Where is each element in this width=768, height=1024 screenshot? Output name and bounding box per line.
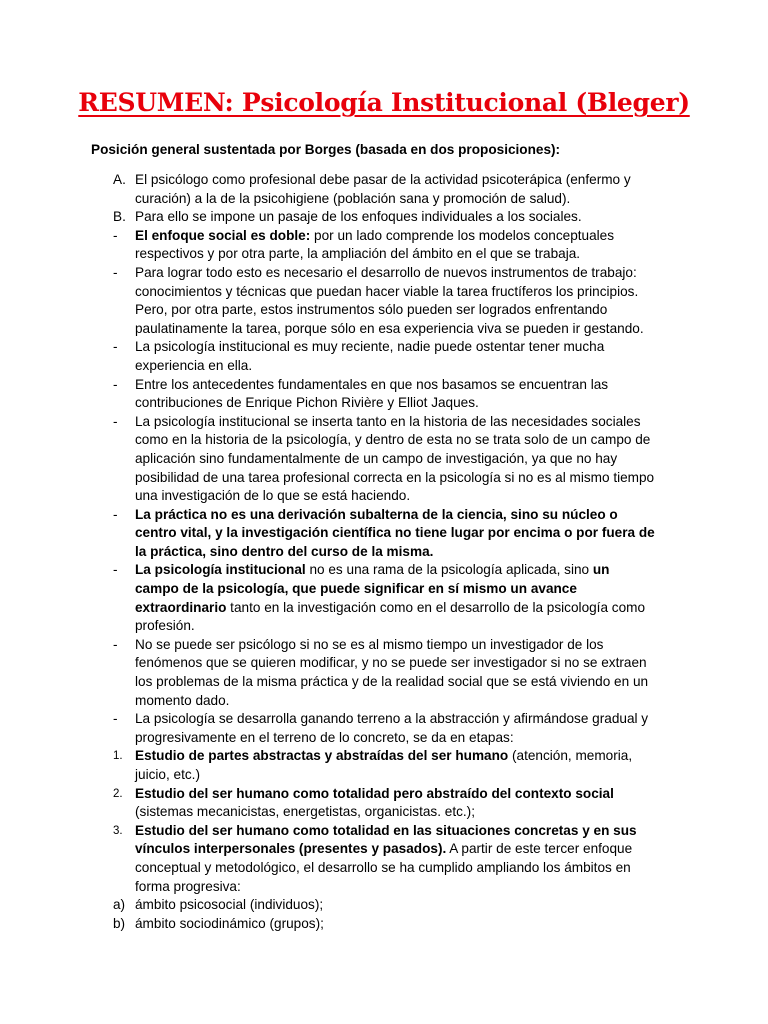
list-item-text: [135, 711, 648, 745]
list-item: [0, 747, 655, 784]
list-marker: -: [113, 562, 118, 578]
list-item: [0, 636, 655, 710]
list-item: [0, 506, 655, 562]
list-marker: -: [113, 413, 118, 429]
list-item-text: [135, 562, 645, 633]
text-run: ámbito sociodinámico (grupos);: [135, 915, 324, 931]
text-run: La psicología institucional es muy reciente, nadie puede ostentar tener mucha experiencia en ella.: [135, 339, 605, 373]
list-item: [0, 338, 655, 375]
list-item: [0, 208, 655, 227]
list-item-text: [135, 414, 654, 503]
list-item-text: [135, 377, 608, 411]
bold-text: La práctica no es una derivación subalterna de la ciencia, sino su núcleo o centro vital, y la investigación científica no tiene lugar por encima o por fuera de la práctica, sino dentro del curso de la misma.: [135, 506, 655, 559]
list-item-text: [135, 507, 655, 559]
list-item-text: [135, 172, 631, 206]
text-run: La psicología se desarrolla ganando terreno a la abstracción y afirmándose gradual y progresivamente en el terreno de lo concreto, se da en etapas:: [135, 711, 649, 745]
list-marker: -: [113, 506, 118, 522]
list-marker: -: [113, 227, 118, 243]
text-run: tanto en la investigación como en el desarrollo de la psicología como profesión.: [135, 599, 646, 634]
list-marker: -: [113, 376, 118, 392]
list-item: [0, 413, 655, 506]
list-item: [0, 264, 655, 338]
list-item-text: [135, 265, 644, 336]
bold-text: Estudio de partes abstractas y abstraídas del ser humano: [135, 748, 509, 764]
list-marker: -: [113, 711, 118, 727]
text-run: ámbito psicosocial (individuos);: [135, 897, 324, 913]
list-item-text: [135, 228, 614, 262]
list-item: [0, 822, 655, 896]
list-marker: a): [113, 897, 126, 913]
list-item-text: [135, 786, 614, 820]
bold-text: Estudio del ser humano como totalidad en las situaciones concretas y en sus vínculos interpersonales (presentes y pasados).: [135, 822, 637, 857]
list-item-text: [135, 748, 632, 782]
bold-text: El enfoque social es doble:: [135, 227, 311, 243]
text-run: Para lograr todo esto es necesario el desarrollo de nuevos instrumentos de trabajo: conocimientos y técnicas que puedan hacer viable la tarea fructíferos los principios. Pero, por otra parte, estos instrumentos sólo pueden ser logrados enfrentando paulatinamente la tarea, porque sólo en esa experiencia viva se pueden ir gestando.: [135, 264, 644, 336]
list-item-text: [135, 897, 323, 912]
text-run: No se puede ser psicólogo si no se es al mismo tiempo un investigador de los fenómenos que se quieren modificar, y no se puede ser investigador si no se extraen los problemas de la misma práctica y de la realidad social que se está viviendo en un momento dado.: [135, 636, 649, 708]
list-item-text: [135, 823, 637, 894]
text-run: La psicología institucional se inserta tanto en la historia de las necesidades sociales como en la historia de la psicología, y dentro de esta no se trata solo de un campo de aplicación sino fundamentalmente de un campo de investigación, ya que no hay posibilidad de una tarea profesional correcta en la psicología si no es al mismo tiempo una investigación de lo que se está haciendo.: [135, 413, 655, 504]
list-item-text: [135, 339, 604, 373]
list-item: [0, 915, 655, 934]
list-item-text: [135, 209, 582, 224]
bold-text: La psicología institucional: [135, 562, 306, 578]
list-item: [0, 785, 655, 822]
list-item: [0, 710, 655, 747]
list-item-text: [135, 916, 324, 931]
list-item: [0, 376, 655, 413]
section-heading: Posición general sustentada por Borges (basada en dos proposiciones):: [91, 142, 561, 157]
list-item: [0, 561, 655, 635]
list-item: [0, 227, 655, 264]
list-marker: 2.: [113, 787, 123, 800]
text-run: El psicólogo como profesional debe pasar de la actividad psicoterápica (enfermo y curación) a la de la psicohigiene (población sana y promoción de salud).: [135, 172, 631, 206]
list-marker: A.: [113, 172, 126, 187]
list-marker: b): [113, 915, 126, 931]
list-marker: B.: [113, 209, 126, 225]
bold-text: un campo de la psicología, que puede significar en sí mismo un avance extraordinario: [135, 562, 610, 615]
list-marker: 1.: [113, 750, 123, 763]
list-marker: -: [113, 636, 118, 652]
list-item: [0, 171, 655, 208]
text-run: Entre los antecedentes fundamentales en que nos basamos se encuentran las contribuciones de Enrique Pichon Rivière y Elliot Jaques.: [135, 376, 609, 411]
text-run: (sistemas mecanicistas, energetistas, organicistas. etc.);: [135, 804, 475, 820]
list-item-text: [135, 637, 648, 708]
bold-text: Estudio del ser humano como totalidad pero abstraído del contexto social: [135, 785, 614, 801]
list-item: [0, 896, 655, 915]
text-run: no es una rama de la psicología aplicada, sino: [305, 562, 593, 578]
document-title: RESUMEN: Psicología Institucional (Bleger): [78, 88, 690, 117]
list-marker: 3.: [113, 824, 123, 837]
text-run: A partir de este tercer enfoque conceptual y metodológico, el desarrollo se ha cumplido ampliando los ámbitos en forma progresiva:: [135, 841, 633, 894]
text-run: por un lado comprende los modelos conceptuales respectivos y por otra parte, la ampliación del ámbito en el que se trabaja.: [135, 227, 615, 262]
list-marker: -: [113, 339, 118, 355]
bullet-list: [0, 171, 768, 933]
text-run: (atención, memoria, juicio, etc.): [135, 748, 633, 782]
list-marker: -: [113, 264, 118, 280]
text-run: Para ello se impone un pasaje de los enfoques individuales a los sociales.: [135, 209, 582, 225]
